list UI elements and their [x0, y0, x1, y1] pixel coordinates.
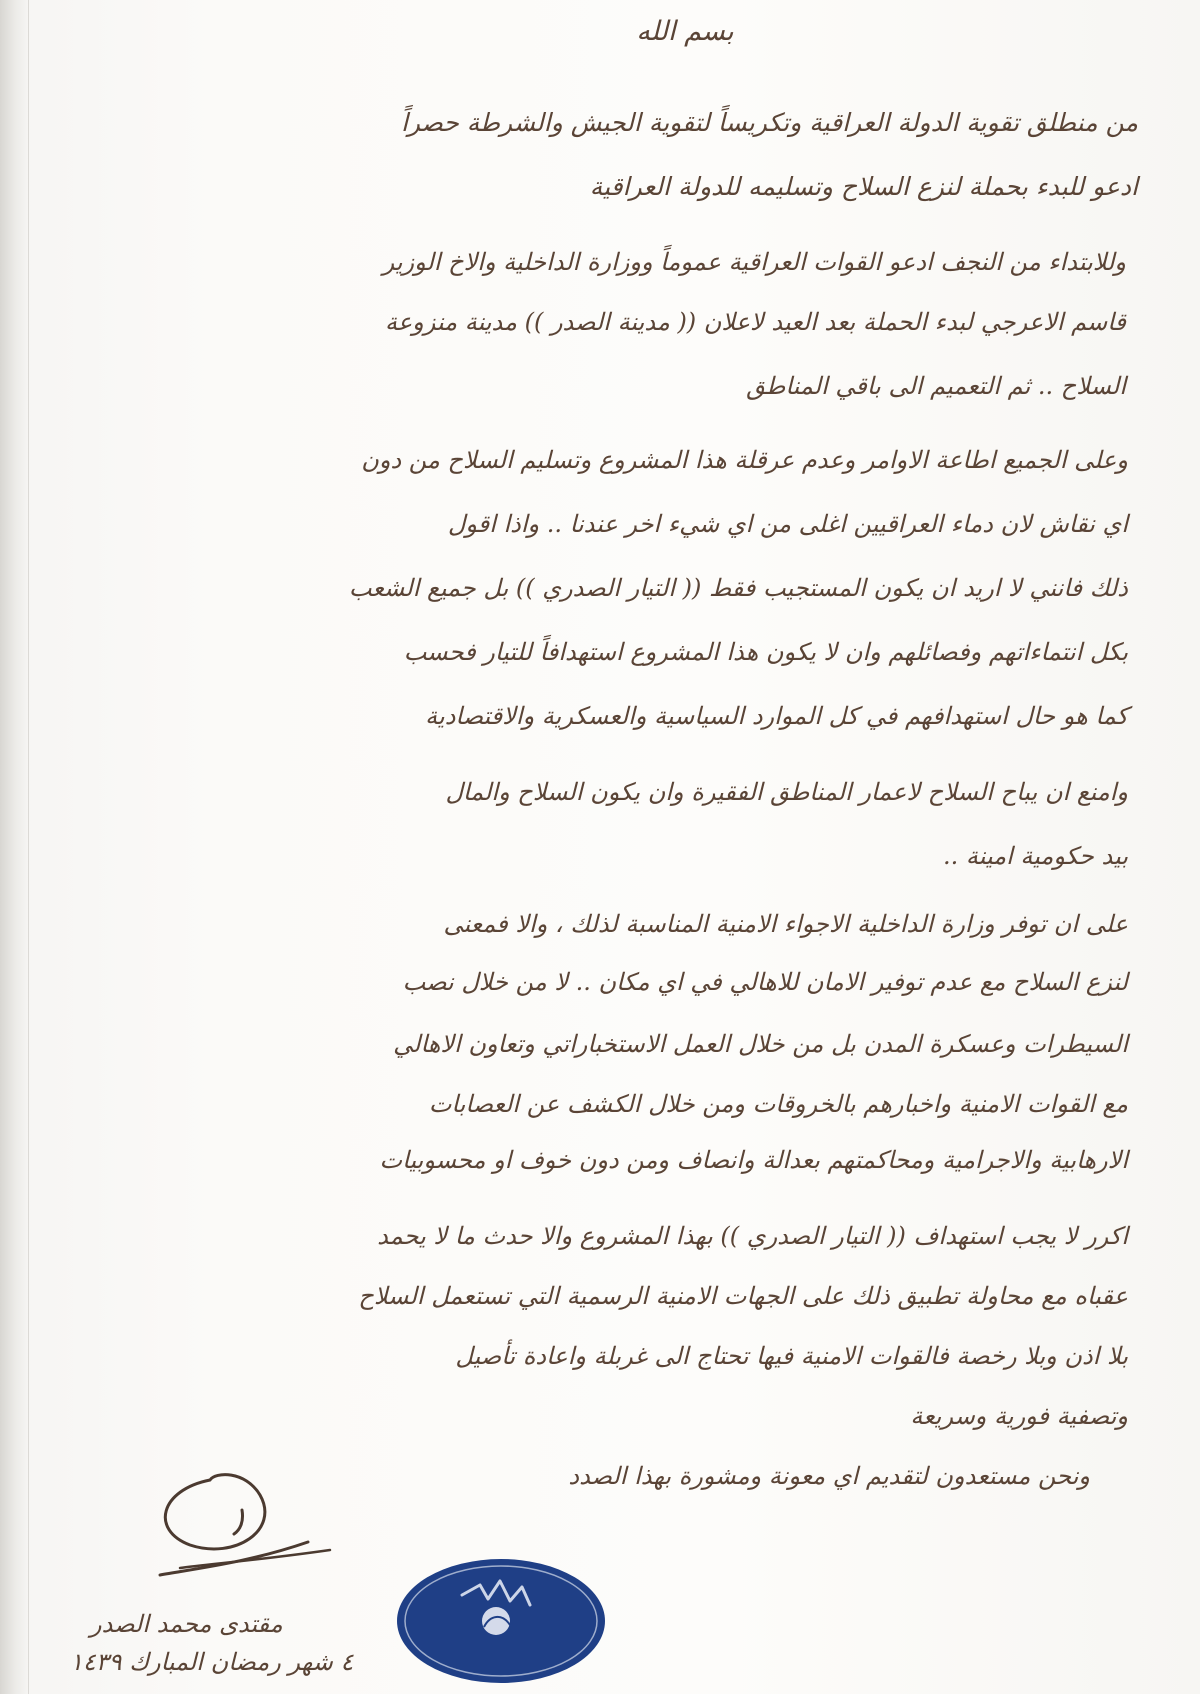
paragraph-3-line-5: كما هو حال استهدافهم في كل الموارد السياسية والعسكرية والاقتصادية [425, 702, 1128, 730]
paragraph-2-line-2: قاسم الاعرجي لبدء الحملة بعد العيد لاعلان (( مدينة الصدر )) مدينة منزوعة [384, 308, 1126, 336]
paragraph-5-line-5: الارهابية والاجرامية ومحاكمتهم بعدالة وانصاف ومن دون خوف او محسوبيات [379, 1146, 1128, 1174]
basmala-heading: بسم الله [636, 16, 734, 47]
paragraph-5-line-4: مع القوات الامنية واخبارهم بالخروقات ومن خلال الكشف عن العصابات [428, 1090, 1128, 1118]
paragraph-5-line-1: على ان توفر وزارة الداخلية الاجواء الامنية المناسبة لذلك ، والا فمعنى [443, 910, 1128, 938]
paragraph-3-line-1: وعلى الجميع اطاعة الاوامر وعدم عرقلة هذا المشروع وتسليم السلاح من دون [361, 446, 1128, 474]
paragraph-1-line-1: من منطلق تقوية الدولة العراقية وتكريساً لتقوية الجيش والشرطة حصراً [400, 108, 1138, 137]
official-seal [392, 1555, 610, 1687]
paragraph-5-line-3: السيطرات وعسكرة المدن بل من خلال العمل الاستخباراتي وتعاون الاهالي [393, 1030, 1128, 1058]
paragraph-5-line-2: لنزع السلاح مع عدم توفير الامان للاهالي في اي مكان .. لا من خلال نصب [402, 968, 1128, 996]
paragraph-6-line-1: اكرر لا يجب استهداف (( التيار الصدري )) بهذا المشروع والا حدث ما لا يحمد [377, 1222, 1128, 1250]
paragraph-3-line-3: ذلك فانني لا اريد ان يكون المستجيب فقط (( التيار الصدري )) بل جميع الشعب [348, 574, 1128, 602]
paper-binding-edge [0, 0, 29, 1694]
paragraph-7-line-1: ونحن مستعدون لتقديم اي معونة ومشورة بهذا الصدد [568, 1462, 1090, 1490]
paragraph-2-line-3: السلاح .. ثم التعميم الى باقي المناطق [746, 372, 1126, 400]
paragraph-6-line-4: وتصفية فورية وسريعة [910, 1402, 1128, 1430]
paragraph-1-line-2: ادعو للبدء بحملة لنزع السلاح وتسليمه للدولة العراقية [589, 172, 1138, 201]
signer-name: مقتدى محمد الصدر [90, 1610, 283, 1638]
paragraph-2-line-1: وللابتداء من النجف ادعو القوات العراقية عموماً ووزارة الداخلية والاخ الوزير [382, 248, 1126, 276]
paragraph-3-line-2: اي نقاش لان دماء العراقيين اغلى من اي شيء اخر عندنا .. واذا اقول [447, 510, 1128, 538]
paragraph-4-line-1: وامنع ان يباح السلاح لاعمار المناطق الفقيرة وان يكون السلاح والمال [445, 778, 1128, 806]
signature-date: ٤ شهر رمضان المبارك ١٤٣٩ [70, 1648, 354, 1676]
paragraph-3-line-4: بكل انتماءاتهم وفصائلهم وان لا يكون هذا المشروع استهدافاً للتيار فحسب [403, 638, 1128, 666]
paragraph-6-line-3: بلا اذن وبلا رخصة فالقوات الامنية فيها تحتاج الى غربلة واعادة تأصيل [455, 1342, 1128, 1370]
paragraph-4-line-2: بيد حكومية امينة .. [943, 842, 1128, 870]
handwritten-signature [140, 1450, 340, 1590]
paragraph-6-line-2: عقباه مع محاولة تطبيق ذلك على الجهات الامنية الرسمية التي تستعمل السلاح [358, 1282, 1128, 1310]
